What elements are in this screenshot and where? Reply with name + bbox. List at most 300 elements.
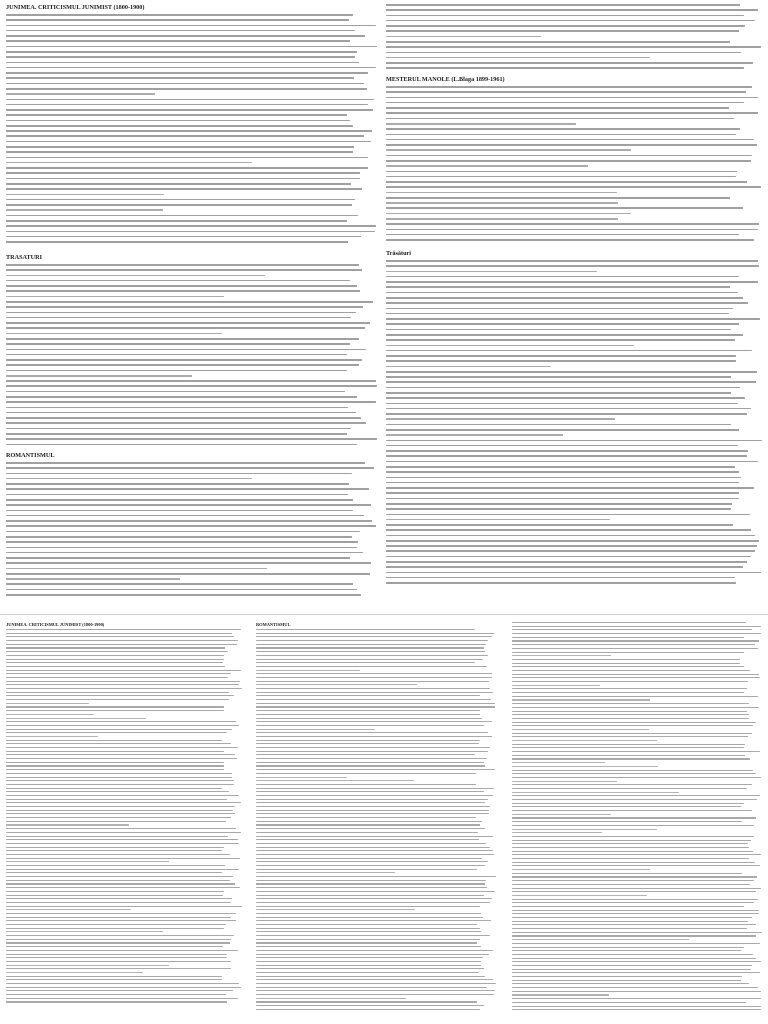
text-line — [6, 832, 241, 833]
text-line — [6, 913, 236, 914]
text-line — [6, 467, 374, 469]
text-line — [386, 308, 733, 310]
text-line — [512, 876, 757, 877]
text-line — [256, 784, 476, 785]
text-line — [256, 762, 484, 763]
text-line — [256, 979, 493, 980]
text-line — [6, 684, 239, 685]
text-line — [6, 858, 240, 859]
text-line — [386, 186, 761, 188]
text-line — [386, 376, 731, 378]
thumbnail-romantismul: ROMANTISMUL — [256, 622, 291, 627]
text-line — [256, 869, 477, 870]
text-line — [6, 662, 223, 663]
text-line — [386, 561, 747, 563]
text-line — [6, 444, 357, 446]
text-line — [256, 736, 492, 737]
text-line — [6, 589, 357, 591]
thumbnail-column-3 — [512, 622, 762, 1020]
text-line — [256, 743, 479, 744]
text-line — [6, 225, 376, 227]
text-line — [6, 422, 366, 424]
text-line — [386, 149, 631, 151]
text-line — [512, 961, 761, 962]
text-line — [256, 813, 489, 814]
text-line — [512, 947, 744, 948]
text-line — [6, 354, 347, 356]
text-line — [512, 718, 749, 719]
text-line — [512, 773, 756, 774]
text-line — [6, 499, 353, 501]
text-line — [386, 52, 741, 54]
text-line — [512, 921, 748, 922]
text-line — [6, 178, 360, 180]
text-line — [256, 909, 415, 910]
text-line — [256, 777, 347, 778]
text-line — [6, 578, 180, 580]
text-line — [6, 695, 234, 696]
left-text-block-2 — [6, 264, 378, 449]
text-line — [386, 429, 739, 431]
text-line — [6, 438, 377, 440]
text-line — [256, 946, 481, 947]
text-line — [386, 345, 634, 347]
text-line — [6, 769, 224, 770]
text-line — [256, 858, 482, 859]
text-line — [256, 810, 489, 811]
text-line — [386, 67, 744, 69]
text-line — [512, 991, 761, 992]
text-line — [6, 902, 231, 903]
text-line — [386, 397, 745, 399]
text-line — [256, 647, 484, 648]
text-line — [6, 183, 351, 185]
text-line — [386, 223, 759, 225]
text-line — [6, 906, 242, 907]
text-line — [386, 471, 739, 473]
text-line — [386, 371, 757, 373]
text-line — [256, 692, 493, 693]
text-line — [6, 285, 357, 287]
text-line — [256, 688, 490, 689]
text-line — [6, 541, 358, 543]
text-line — [386, 381, 756, 383]
text-line — [256, 883, 485, 884]
text-line — [512, 699, 650, 700]
text-line — [512, 869, 650, 870]
text-line — [6, 957, 227, 958]
text-line — [6, 865, 225, 866]
text-line — [512, 987, 758, 988]
text-line — [512, 629, 752, 630]
text-line — [6, 494, 348, 496]
text-line — [512, 906, 744, 907]
text-line — [256, 861, 488, 862]
text-line — [6, 736, 98, 737]
thumbnail-column-2 — [256, 622, 496, 1020]
text-line — [512, 954, 753, 955]
text-line — [6, 380, 376, 382]
text-line — [6, 677, 228, 678]
text-line — [386, 556, 751, 558]
text-line — [512, 747, 744, 748]
text-line — [6, 891, 224, 892]
text-line — [512, 917, 752, 918]
text-line — [386, 366, 551, 368]
text-line — [6, 520, 372, 522]
text-line — [6, 428, 351, 430]
text-line — [386, 41, 730, 43]
text-line — [256, 931, 481, 932]
text-line — [6, 655, 224, 656]
text-line — [512, 663, 740, 664]
text-line — [6, 547, 357, 549]
text-line — [6, 935, 234, 936]
text-line — [6, 290, 360, 292]
text-line — [512, 884, 750, 885]
text-line — [6, 898, 232, 899]
text-line — [386, 165, 588, 167]
text-line — [6, 706, 224, 707]
text-line — [386, 445, 738, 447]
text-line — [386, 102, 744, 104]
text-line — [256, 740, 480, 741]
text-line — [6, 269, 362, 271]
text-line — [256, 802, 485, 803]
text-line — [6, 765, 224, 766]
text-line — [386, 160, 751, 162]
text-line — [256, 670, 360, 671]
text-line — [386, 297, 743, 299]
text-line — [386, 139, 754, 141]
text-line — [6, 869, 239, 870]
left-text-block-3 — [6, 462, 378, 599]
text-line — [256, 913, 481, 914]
text-line — [6, 56, 355, 58]
heading-trasaturi-right: Trăsături — [386, 250, 411, 257]
text-line — [512, 725, 753, 726]
text-line — [6, 30, 355, 32]
text-line — [6, 659, 224, 660]
text-line — [256, 659, 483, 660]
text-line — [512, 976, 742, 977]
thumbnail-column-1 — [6, 622, 242, 1020]
text-line — [386, 4, 740, 6]
text-line — [6, 909, 131, 910]
text-line — [386, 134, 736, 136]
text-line — [256, 636, 492, 637]
text-line — [386, 461, 758, 463]
text-line — [6, 732, 227, 733]
text-line — [386, 123, 576, 125]
text-line — [386, 265, 759, 267]
text-line — [512, 817, 756, 818]
text-line — [6, 359, 362, 361]
text-line — [386, 424, 731, 426]
text-line — [386, 387, 740, 389]
text-line — [6, 688, 242, 689]
text-line — [6, 839, 238, 840]
text-line — [256, 718, 482, 719]
text-line — [386, 450, 748, 452]
text-line — [386, 15, 744, 17]
text-line — [256, 968, 484, 969]
text-line — [6, 817, 231, 818]
text-line — [6, 670, 241, 671]
text-line — [6, 40, 350, 42]
right-text-block-1 — [386, 4, 762, 73]
text-line — [256, 898, 492, 899]
text-line — [512, 899, 758, 900]
text-line — [6, 828, 236, 829]
text-line — [386, 155, 752, 157]
text-line — [386, 355, 736, 357]
text-line — [6, 876, 233, 877]
text-line — [512, 902, 754, 903]
text-line — [6, 46, 377, 48]
text-line — [512, 829, 657, 830]
text-line — [256, 876, 496, 877]
text-line — [6, 942, 230, 943]
text-line — [256, 895, 484, 896]
text-line — [512, 622, 746, 623]
text-line — [6, 407, 348, 409]
text-line — [256, 872, 395, 873]
text-line — [6, 758, 237, 759]
text-line — [6, 236, 361, 238]
text-line — [256, 769, 495, 770]
text-line — [512, 1002, 746, 1003]
text-line — [512, 840, 751, 841]
text-line — [256, 817, 476, 818]
text-line — [386, 498, 739, 500]
text-line — [6, 850, 222, 851]
text-line — [256, 935, 490, 936]
text-line — [6, 172, 360, 174]
text-line — [386, 181, 747, 183]
text-line — [6, 370, 347, 372]
text-line — [512, 913, 759, 914]
text-line — [256, 765, 485, 766]
text-line — [6, 725, 239, 726]
text-line — [386, 118, 734, 120]
text-line — [6, 946, 223, 947]
heading-mesterul-manole: MESTERUL MANOLE (L.Blaga 1899-1961) — [386, 76, 505, 83]
text-line — [256, 791, 484, 792]
text-line — [386, 46, 761, 48]
text-line — [512, 692, 744, 693]
text-line — [256, 714, 480, 715]
text-line — [512, 891, 756, 892]
text-line — [512, 685, 600, 686]
heading-trasaturi: TRASATURI — [6, 254, 42, 261]
text-line — [386, 128, 740, 130]
text-line — [6, 162, 252, 164]
text-line — [256, 747, 490, 748]
text-line — [6, 594, 361, 596]
text-line — [6, 931, 163, 932]
text-line — [6, 120, 350, 122]
text-line — [386, 540, 759, 542]
text-line — [6, 296, 224, 298]
text-line — [6, 780, 234, 781]
text-line — [512, 854, 761, 855]
text-line — [512, 626, 761, 627]
text-line — [386, 171, 737, 173]
text-line — [256, 880, 486, 881]
text-line — [512, 924, 756, 925]
text-line — [512, 983, 749, 984]
text-line — [256, 1009, 480, 1010]
text-line — [6, 199, 355, 201]
text-line — [6, 312, 356, 314]
text-line — [256, 773, 476, 774]
text-line — [512, 935, 756, 936]
text-line — [386, 323, 739, 325]
text-line — [6, 72, 368, 74]
text-line — [6, 488, 369, 490]
text-line — [512, 843, 748, 844]
page-divider — [0, 614, 768, 615]
text-line — [6, 1001, 227, 1002]
text-line — [256, 806, 490, 807]
text-line — [6, 385, 377, 387]
text-line — [6, 583, 353, 585]
text-line — [6, 983, 239, 984]
text-line — [512, 633, 761, 634]
text-line — [6, 651, 228, 652]
left-column — [6, 4, 378, 604]
text-line — [256, 942, 477, 943]
text-line — [512, 965, 752, 966]
text-line — [512, 670, 750, 671]
text-line — [6, 83, 364, 85]
text-line — [386, 477, 741, 479]
thumbnail-title: JUNIMEA. CRITICISMUL JUNIMIST (1800-1900) — [6, 622, 105, 627]
text-line — [6, 743, 231, 744]
text-line — [512, 814, 611, 815]
text-line — [6, 703, 89, 704]
text-line — [386, 413, 747, 415]
text-line — [6, 396, 357, 398]
text-line — [256, 843, 486, 844]
text-line — [6, 104, 368, 106]
text-line — [386, 550, 755, 552]
text-line — [6, 19, 349, 21]
text-line — [6, 636, 234, 637]
text-line — [512, 943, 760, 944]
text-line — [512, 792, 679, 793]
text-line — [6, 795, 239, 796]
text-line — [256, 673, 492, 674]
text-line — [512, 980, 741, 981]
text-line — [512, 751, 760, 752]
text-line — [256, 928, 480, 929]
left-text-block-1 — [6, 14, 378, 246]
text-line — [6, 157, 368, 159]
text-line — [6, 954, 227, 955]
text-line — [6, 699, 229, 700]
text-line — [6, 194, 164, 196]
text-line — [256, 965, 481, 966]
text-line — [6, 773, 232, 774]
text-line — [6, 924, 226, 925]
text-line — [6, 552, 363, 554]
text-line — [6, 525, 376, 527]
text-line — [6, 215, 358, 217]
text-line — [386, 440, 762, 442]
text-line — [6, 640, 238, 641]
text-line — [386, 239, 754, 241]
text-line — [6, 478, 252, 480]
text-line — [6, 718, 146, 719]
text-line — [6, 417, 361, 419]
text-line — [386, 91, 746, 93]
text-line — [512, 928, 747, 929]
text-line — [6, 821, 226, 822]
text-line — [256, 651, 485, 652]
text-line — [256, 887, 487, 888]
text-line — [386, 545, 757, 547]
text-line — [512, 825, 754, 826]
text-line — [6, 568, 267, 570]
text-line — [386, 144, 757, 146]
text-line — [386, 107, 729, 109]
text-line — [386, 508, 731, 510]
text-line — [386, 292, 738, 294]
text-line — [6, 729, 232, 730]
text-line — [386, 535, 755, 537]
text-line — [256, 732, 488, 733]
text-line — [512, 766, 658, 767]
text-line — [6, 714, 94, 715]
text-line — [386, 318, 760, 320]
text-line — [386, 360, 736, 362]
text-line — [6, 813, 235, 814]
text-line — [6, 965, 169, 966]
text-line — [256, 987, 487, 988]
text-line — [386, 302, 748, 304]
text-line — [6, 917, 231, 918]
text-line — [6, 721, 236, 722]
text-line — [6, 275, 265, 277]
text-line — [256, 1001, 477, 1002]
text-line — [512, 803, 744, 804]
text-line — [6, 141, 371, 143]
text-line — [256, 655, 488, 656]
text-line — [256, 961, 481, 962]
text-line — [386, 197, 730, 199]
text-line — [6, 504, 371, 506]
text-line — [256, 994, 494, 995]
text-line — [512, 703, 749, 704]
text-line — [512, 655, 611, 656]
text-line — [386, 529, 751, 531]
text-line — [512, 652, 744, 653]
text-line — [256, 950, 493, 951]
text-line — [256, 824, 480, 825]
text-line — [386, 519, 610, 521]
text-line — [6, 510, 353, 512]
text-line — [256, 644, 486, 645]
text-line — [386, 408, 751, 410]
text-line — [512, 873, 742, 874]
text-line — [6, 77, 354, 79]
text-line — [512, 722, 756, 723]
text-line — [386, 566, 743, 568]
text-line — [6, 146, 354, 148]
text-line — [256, 751, 488, 752]
